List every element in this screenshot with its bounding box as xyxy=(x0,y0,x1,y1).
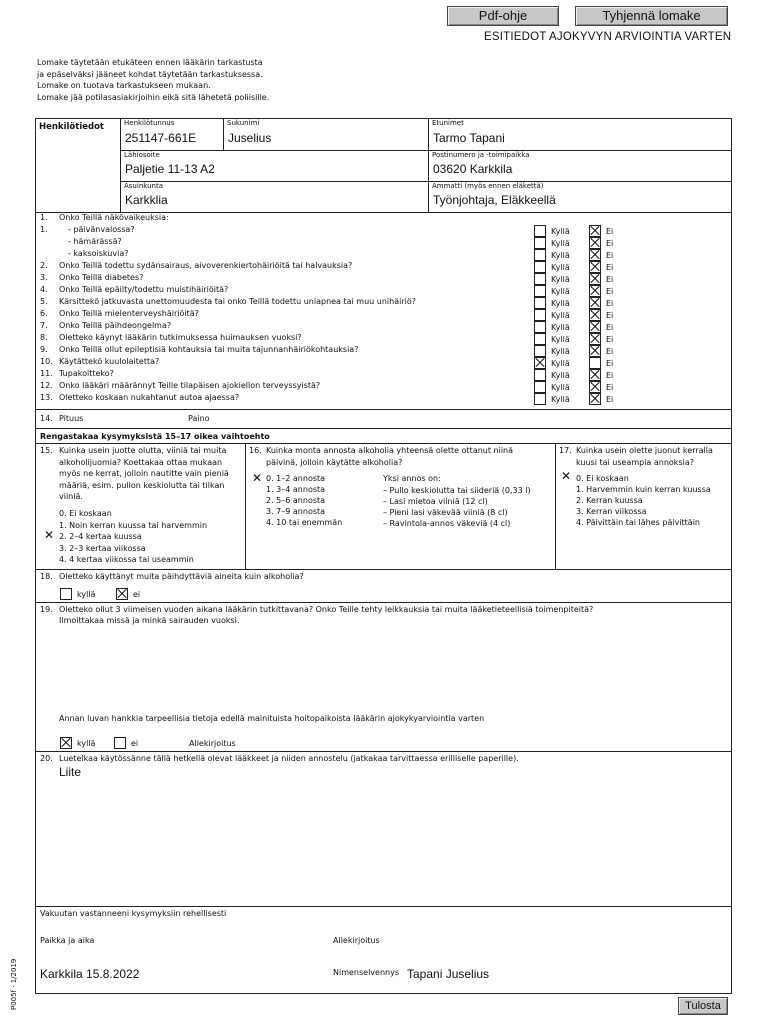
question-text: - kaksoiskuvia? xyxy=(68,249,129,258)
circle-instruction: Rengastakaa kysymyksistä 15–17 oikea vaihtoehto xyxy=(40,432,270,441)
q17-line: Kuinka usein olette juonut kerralla xyxy=(576,446,713,455)
question-number: 12. xyxy=(40,381,53,390)
q16-mark[interactable]: ✕ xyxy=(252,471,263,485)
q19-number: 19. xyxy=(40,605,53,614)
firstname-label: Etunimet xyxy=(432,119,464,127)
question-no-checkbox[interactable] xyxy=(589,369,601,381)
q15-line: viiniä. xyxy=(59,492,83,501)
q20-number: 20. xyxy=(40,754,53,763)
firstname-field[interactable]: Tarmo Tapani xyxy=(433,131,505,145)
q18-yes-checkbox[interactable] xyxy=(60,588,72,600)
clear-form-button[interactable]: Tyhjennä lomake xyxy=(575,6,728,26)
question-text: Onko Teillä epäilty/todettu muistihäiriöitä? xyxy=(59,285,229,294)
question-number: 13. xyxy=(40,393,53,402)
question-no-checkbox[interactable] xyxy=(589,381,601,393)
no-label: Ei xyxy=(606,395,614,404)
serving-item: – Pullo keskiolutta tai siideriä (0,33 l) xyxy=(383,486,531,495)
q19-no-checkbox[interactable] xyxy=(114,737,126,749)
q1-number: 1. xyxy=(40,213,48,222)
question-number: 7. xyxy=(40,321,48,330)
question-yes-checkbox[interactable] xyxy=(534,369,546,381)
q17-option: 0. Ei koskaan xyxy=(576,474,629,483)
question-no-checkbox[interactable] xyxy=(589,393,601,405)
print-button[interactable]: Tulosta xyxy=(678,997,728,1015)
q18-no-label: ei xyxy=(133,590,141,599)
question-yes-checkbox[interactable] xyxy=(534,297,546,309)
q15-option: 4. 4 kertaa viikossa tai useammin xyxy=(59,555,194,564)
question-yes-checkbox[interactable] xyxy=(534,261,546,273)
no-label: Ei xyxy=(606,383,614,392)
postal-field[interactable]: 03620 Karkkila xyxy=(433,162,513,176)
no-label: Ei xyxy=(606,299,614,308)
question-no-checkbox[interactable] xyxy=(589,333,601,345)
question-no-checkbox[interactable] xyxy=(589,321,601,333)
yes-label: Kyllä xyxy=(551,311,570,320)
no-label: Ei xyxy=(606,323,614,332)
question-text: - hämärässä? xyxy=(68,237,122,246)
question-yes-checkbox[interactable] xyxy=(534,285,546,297)
name-clarification-label: Nimenselvennys xyxy=(333,968,400,977)
question-text: Onko Teillä diabetes? xyxy=(59,273,144,282)
q18-yes-label: kyllä xyxy=(77,590,96,599)
q16-option: 3. 7–9 annosta xyxy=(266,507,326,516)
municipality-field[interactable]: Karkklia xyxy=(125,193,168,207)
form-code: P005f · 1/2019 xyxy=(10,958,18,1010)
weight-label: Paino xyxy=(188,414,210,423)
question-number: 4. xyxy=(40,285,48,294)
occupation-label: Ammatti (myös ennen eläkettä) xyxy=(432,182,544,190)
question-yes-checkbox[interactable] xyxy=(534,249,546,261)
q15-line: määriä, esim. pullon keskiolutta tai tilkan xyxy=(59,480,225,490)
name-clarification-field[interactable]: Tapani Juselius xyxy=(407,967,490,981)
q15-line: Kuinka usein juotte olutta, viiniä tai muita xyxy=(59,446,227,455)
no-label: Ei xyxy=(606,311,614,320)
serving-item: – Lasi mietoa viiniä (12 cl) xyxy=(383,497,488,506)
yes-label: Kyllä xyxy=(551,287,570,296)
yes-label: Kyllä xyxy=(551,263,570,272)
question-text: Onko Teillä ollut epileptisiä kohtauksia tai muita tajunnanhäiriökohtauksia? xyxy=(59,345,359,354)
question-number: 6. xyxy=(40,309,48,318)
q18-number: 18. xyxy=(40,572,53,581)
serving-item: – Pieni lasi väkevää viiniä (8 cl) xyxy=(383,508,508,517)
yes-label: Kyllä xyxy=(551,323,570,332)
q1-title: Onko Teillä näkövaikeuksia: xyxy=(59,213,169,222)
question-yes-checkbox[interactable] xyxy=(534,381,546,393)
place-date-field[interactable]: Karkkila 15.8.2022 xyxy=(40,967,140,981)
question-yes-checkbox[interactable] xyxy=(534,345,546,357)
surname-label: Sukunimi xyxy=(227,119,260,127)
question-number: 5. xyxy=(40,297,48,306)
yes-label: Kyllä xyxy=(551,359,570,368)
yes-label: Kyllä xyxy=(551,395,570,404)
postal-label: Postinumero ja -toimipaikka xyxy=(432,151,530,159)
q19-question: Oletteko ollut 3 viimeisen vuoden aikana lääkärin tutkittavana? Onko Teille tehty leikkauksia tai muita lääketieteellisiä toimenpiteitä? xyxy=(59,605,594,614)
municipality-label: Asuinkunta xyxy=(124,182,163,190)
q15-option: 0. Ei koskaan xyxy=(59,509,112,518)
q15-option: 1. Noin kerran kuussa tai harvemmin xyxy=(59,520,208,530)
question-yes-checkbox[interactable] xyxy=(534,357,546,369)
q19-yes-label: kyllä xyxy=(77,739,96,748)
yes-label: Kyllä xyxy=(551,383,570,392)
no-label: Ei xyxy=(606,335,614,344)
signature-label: Allekirjoitus xyxy=(333,936,380,945)
no-label: Ei xyxy=(606,263,614,272)
question-no-checkbox[interactable] xyxy=(589,345,601,357)
surname-field[interactable]: Juselius xyxy=(228,131,272,145)
q14-number: 14. xyxy=(40,414,53,423)
q17-number: 17. xyxy=(559,446,572,455)
q19-signature-label: Allekirjoitus xyxy=(189,739,236,748)
question-number: 3. xyxy=(40,273,48,282)
q15-mark[interactable]: ✕ xyxy=(44,528,55,542)
q16-option: 4. 10 tai enemmän xyxy=(266,518,343,527)
q19-question-2: Ilmoittakaa missä ja minkä sairauden vuoksi. xyxy=(59,616,240,625)
no-label: Ei xyxy=(606,371,614,380)
question-text: Onko Teillä päihdeongelma? xyxy=(59,321,172,330)
q16-option: 2. 5–6 annosta xyxy=(266,496,326,505)
q17-option: 2. Kerran kuussa xyxy=(576,496,643,505)
question-number: 8. xyxy=(40,333,48,342)
q17-option: 4. Päivittäin tai lähes päivittäin xyxy=(576,518,700,527)
question-text: - päivänvalossa? xyxy=(68,225,135,234)
question-no-checkbox[interactable] xyxy=(589,225,601,237)
address-label: Lähiosoite xyxy=(124,151,160,159)
yes-label: Kyllä xyxy=(551,335,570,344)
question-text: Tupakoitteko? xyxy=(59,369,114,378)
no-label: Ei xyxy=(606,359,614,368)
no-label: Ei xyxy=(606,227,614,236)
occupation-field[interactable]: Työnjohtaja, Eläkkeellä xyxy=(433,193,556,207)
place-date-label: Paikka ja aika xyxy=(40,936,95,945)
q17-option: 1. Harvemmin kuin kerran kuussa xyxy=(576,485,711,494)
q15-number: 15. xyxy=(40,446,53,455)
q15-option: 2. 2–4 kertaa kuussa xyxy=(59,532,142,541)
yes-label: Kyllä xyxy=(551,251,570,260)
declaration: Vakuutan vastanneeni kysymyksiin rehellisesti xyxy=(40,909,227,918)
question-number: 1. xyxy=(40,225,48,234)
q19-no-label: ei xyxy=(131,739,139,748)
question-number: 10. xyxy=(40,357,53,366)
ssn-field[interactable]: 251147-661E xyxy=(125,131,197,145)
question-text: Onko Teillä todettu sydänsairaus, aivoverenkiertohäiriöitä tai halvauksia? xyxy=(59,261,353,270)
no-label: Ei xyxy=(606,251,614,260)
question-text: Kärsittekö jatkuvasta unettomuudesta tai onko Teillä todettu uniapnea tai muu unihäiriö? xyxy=(59,297,416,306)
question-yes-checkbox[interactable] xyxy=(534,237,546,249)
serving-item: – Ravintola-annos väkeviä (4 cl) xyxy=(383,519,511,528)
q19-permission: Annan luvan hankkia tarpeellisia tietoja edellä mainituista hoitopaikoista lääkärin ajokykyarviointia varten xyxy=(59,714,485,723)
pdf-help-button[interactable]: Pdf-ohje xyxy=(447,6,559,26)
yes-label: Kyllä xyxy=(551,347,570,356)
q20-answer[interactable]: Liite xyxy=(59,765,82,779)
question-text: Onko Teillä mielenterveyshäiriöitä? xyxy=(59,309,199,318)
yes-label: Kyllä xyxy=(551,239,570,248)
no-label: Ei xyxy=(606,275,614,284)
q17-mark[interactable]: ✕ xyxy=(561,469,572,483)
question-yes-checkbox[interactable] xyxy=(534,309,546,321)
yes-label: Kyllä xyxy=(551,371,570,380)
no-label: Ei xyxy=(606,287,614,296)
q17-option: 3. Kerran viikossa xyxy=(576,507,647,516)
question-number: 11. xyxy=(40,369,53,378)
personal-info-heading: Henkilötiedot xyxy=(39,122,104,132)
address-field[interactable]: Paljetie 11-13 A2 xyxy=(125,162,215,176)
intro-text: Lomake täytetään etukäteen ennen lääkärin tarkastusta ja epäselväksi jääneet kohdat täytetään tarkastuksessa. Lomake on tuotava tarkastukseen mukaan. Lomake jää potilasasiakirjoihin eikä sitä lähetetä poliisille. xyxy=(37,58,270,102)
q18-text: Oletteko käyttänyt muita päihdyttäviä aineita kuin alkoholia? xyxy=(59,572,304,581)
q17-line: kuusi tai useampia annoksia? xyxy=(576,458,694,467)
ssn-label: Henkilötunnus xyxy=(124,119,175,127)
q15-line: myös ne kerrat, jolloin nautitte vain pieniä xyxy=(59,469,229,478)
yes-label: Kyllä xyxy=(551,227,570,236)
question-no-checkbox[interactable] xyxy=(589,249,601,261)
q15-option: 3. 2–3 kertaa viikossa xyxy=(59,543,146,553)
question-number: 9. xyxy=(40,345,48,354)
q16-line: Kuinka monta annosta alkoholia yhteensä olette ottanut niinä xyxy=(266,446,514,455)
question-yes-checkbox[interactable] xyxy=(534,393,546,405)
q16-option: 0. 1–2 annosta xyxy=(266,474,326,483)
question-yes-checkbox[interactable] xyxy=(534,333,546,345)
question-no-checkbox[interactable] xyxy=(589,273,601,285)
question-yes-checkbox[interactable] xyxy=(534,225,546,237)
question-no-checkbox[interactable] xyxy=(589,357,601,369)
question-text: Oletteko koskaan nukahtanut autoa ajaessa? xyxy=(59,393,240,402)
form-title: ESITIEDOT AJOKYVYN ARVIOINTIA VARTEN xyxy=(484,31,732,43)
yes-label: Kyllä xyxy=(551,299,570,308)
question-number: 2. xyxy=(40,261,48,270)
q19-yes-checkbox[interactable] xyxy=(60,737,72,749)
no-label: Ei xyxy=(606,347,614,356)
q15-line: alkoholijuomia? Koettakaa ottaa mukaan xyxy=(59,457,223,467)
q16-number: 16. xyxy=(249,446,262,455)
question-yes-checkbox[interactable] xyxy=(534,273,546,285)
question-text: Käytättekö kuulolaitetta? xyxy=(59,357,160,366)
serving-title: Yksi annos on: xyxy=(383,474,441,483)
question-no-checkbox[interactable] xyxy=(589,285,601,297)
question-no-checkbox[interactable] xyxy=(589,309,601,321)
height-label: Pituus xyxy=(59,414,84,423)
q20-text: Luetelkaa käytössänne tällä hetkellä olevat lääkkeet ja niiden annostelu (jatkakaa tarvittaessa erilliselle paperille). xyxy=(59,754,519,763)
no-label: Ei xyxy=(606,239,614,248)
q16-option: 1. 3–4 annosta xyxy=(266,485,326,494)
yes-label: Kyllä xyxy=(551,275,570,284)
question-text: Onko lääkäri määrännyt Teille tilapäisen ajokiellon terveyssyistä? xyxy=(59,381,321,390)
question-no-checkbox[interactable] xyxy=(589,297,601,309)
question-text: Oletteko käynyt lääkärin tutkimuksessa huimauksen vuoksi? xyxy=(59,333,302,342)
q16-line: päivinä, jolloin käytätte alkoholia? xyxy=(266,458,403,467)
q18-no-checkbox[interactable] xyxy=(116,588,128,600)
question-yes-checkbox[interactable] xyxy=(534,321,546,333)
question-no-checkbox[interactable] xyxy=(589,261,601,273)
question-no-checkbox[interactable] xyxy=(589,237,601,249)
